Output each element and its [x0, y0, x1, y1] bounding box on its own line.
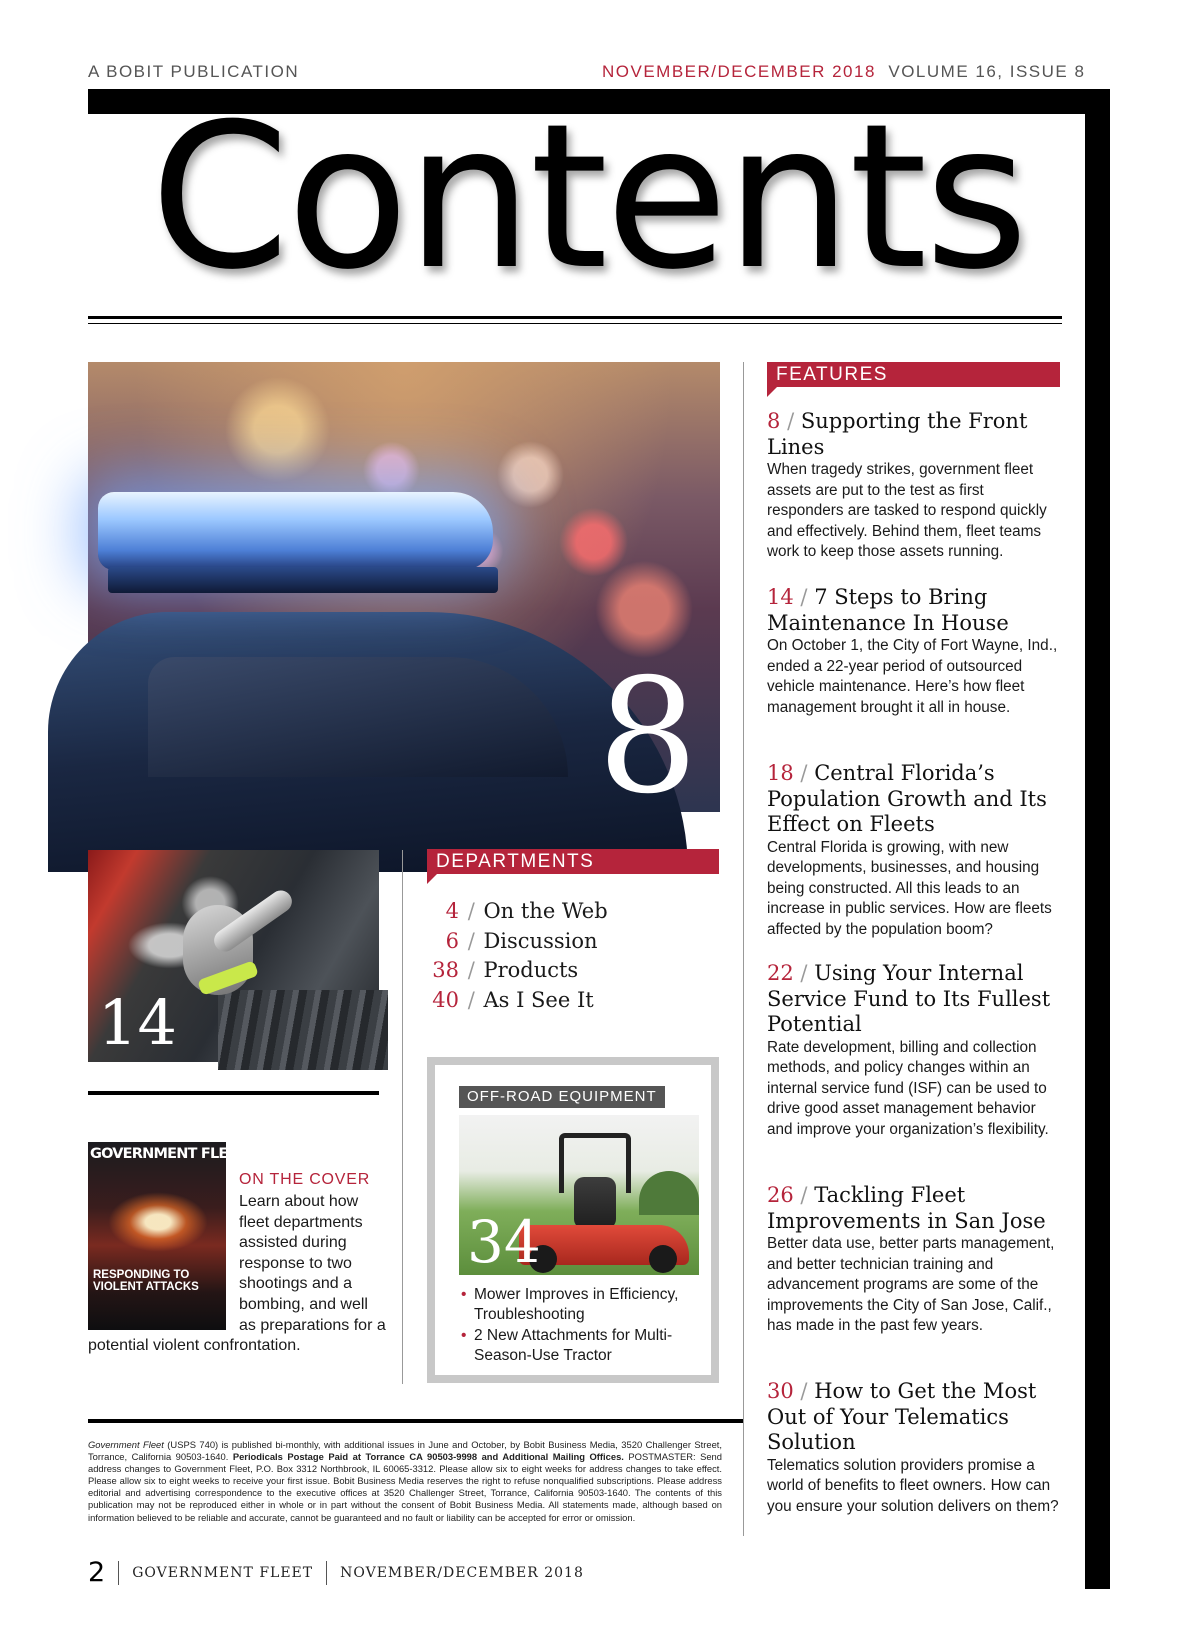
hero-lightbar [98, 492, 493, 570]
feature-headline [767, 1183, 1064, 1234]
feature-title: 7 Steps to Bring Maintenance In House [767, 585, 1009, 635]
department-title: On the Web [483, 899, 608, 923]
hero-photo-police-car [88, 362, 720, 829]
feature-title: Tackling Fleet Improvements in San Jose [767, 1183, 1046, 1233]
footer-divider [326, 1561, 327, 1585]
feature-item[interactable] [767, 761, 1064, 940]
offroad-page-number: 34 [467, 1208, 541, 1276]
title-rule [88, 316, 1062, 324]
features-label: FEATURES [767, 362, 1060, 387]
department-item[interactable] [427, 927, 727, 957]
offroad-bullets [461, 1285, 711, 1367]
feature-headline [767, 761, 1064, 838]
offroad-equipment-box [427, 1057, 719, 1383]
footer-magazine: GOVERNMENT FLEET [132, 1565, 314, 1581]
slash: / [800, 585, 808, 609]
secondary-page-number: 14 [98, 986, 177, 1059]
fine-print-magazine: Government Fleet [88, 1439, 164, 1450]
hero-car-window [148, 657, 568, 777]
feature-description: Better data use, better parts management, and better technician training and advancement programs are some of the improvements the City of San Jose, Calif., has made in the past few years. [767, 1235, 1055, 1335]
feature-item[interactable] [767, 1379, 1064, 1517]
middle-column-divider [402, 850, 403, 1384]
issue-date: NOVEMBER/DECEMBER 2018 [602, 62, 876, 81]
department-item[interactable] [427, 956, 727, 986]
feature-page: 30 [767, 1379, 794, 1403]
department-page: 6 [445, 928, 459, 953]
feature-headline [767, 961, 1064, 1038]
feature-description: On October 1, the City of Fort Wayne, Ind., ended a 22-year period of outsourced vehicle maintenance. Here’s how fleet management brought it all in house. [767, 637, 1058, 716]
departments-label: DEPARTMENTS [427, 849, 719, 874]
feature-description: Central Florida is growing, with new developments, businesses, and housing being constructed. All this leads to an increase in public services. How are fleets affected by the population boom? [767, 838, 1052, 938]
slash: / [467, 988, 475, 1013]
cover-description [88, 1192, 388, 1357]
footer-divider [118, 1561, 119, 1585]
offroad-bullet[interactable]: • 2 New Attachments for Multi-Season-Use Tractor [461, 1326, 711, 1367]
fine-print-rule [88, 1419, 743, 1423]
feature-headline [767, 585, 1064, 636]
hero-lightbar-base [108, 567, 498, 593]
feature-headline [767, 409, 1064, 460]
slash: / [800, 1183, 808, 1207]
mower-operator [574, 1177, 616, 1229]
feature-title: Using Your Internal Service Fund to Its Fullest Potential [767, 961, 1051, 1036]
issue-line [602, 62, 1085, 82]
cover-headline: RESPONDING TO VIOLENT ATTACKS [93, 1269, 199, 1293]
slash: / [800, 961, 808, 985]
department-page: 38 [432, 958, 459, 983]
feature-page: 8 [767, 409, 781, 433]
footer-page-number: 2 [88, 1557, 106, 1588]
fine-print-bold: Periodicals Postage Paid at Torrance CA 90503-9998 and Additional Mailing Offices. [232, 1451, 624, 1463]
photo-engine [218, 990, 388, 1070]
feature-page: 14 [767, 585, 794, 609]
feature-page: 18 [767, 761, 794, 785]
feature-description: Telematics solution providers promise a world of benefits to fleet owners. How can you ensure your solution delivers on them? [767, 1456, 1059, 1515]
offroad-label: OFF-ROAD EQUIPMENT [459, 1086, 665, 1108]
feature-headline [767, 1379, 1064, 1456]
feature-description: Rate development, billing and collection methods, and policy changes within an internal service fund (ISF) can be used to drive good asset management behavior and improve your organization’s flexibility. [767, 1038, 1049, 1138]
feature-title: How to Get the Most Out of Your Telematics Solution [767, 1379, 1037, 1454]
issue-volume: VOLUME 16, ISSUE 8 [888, 62, 1086, 81]
slash: / [800, 761, 808, 785]
publisher-line: A BOBIT PUBLICATION [88, 62, 300, 81]
slash: / [467, 958, 475, 983]
photo-trees [639, 1171, 699, 1215]
fine-print-text: POSTMASTER: Send address changes to Government Fleet, P.O. Box 3312 Northbrook, IL 60065-3312. Please allow six to eight weeks for address changes to take effect. Please allow six to eight weeks to receive your first issue. Bobit Business Media reserves the right to refuse nonqualified subscriptions. Please address editorial and advertising correspondence to the executive offices at 3520 Challenger Street, Torrance, California 90503-1640. The contents of this publication may not be reproduced either in whole or in part without the consent of Bobit Business Media. All statements made, although based on information believed to be reliable and accurate, cannot be guaranteed and no fault or liability can be accepted for error or omission. [88, 1451, 722, 1523]
feature-item[interactable] [767, 585, 1064, 718]
cover-text-spacer [88, 1192, 239, 1316]
footer-date: NOVEMBER/DECEMBER 2018 [340, 1565, 584, 1581]
right-column-divider [743, 362, 744, 1536]
department-title: Discussion [483, 928, 598, 953]
department-page: 40 [432, 988, 459, 1013]
hero-page-number: 8 [597, 645, 698, 829]
cover-masthead: GOVERNMENT FLEET [90, 1146, 246, 1162]
department-item[interactable] [427, 897, 727, 927]
frame-right-bar [1085, 89, 1110, 1589]
offroad-bullet[interactable]: • Mower Improves in Efficiency, Troubleshooting [461, 1285, 711, 1326]
department-title: Products [483, 958, 579, 983]
fine-print-text: (USPS 740) is published bi-monthly, with additional issues in June and October, by Bobit Business Media, 3520 Challenger Street, Torrance, California 90503-1640. [88, 1439, 722, 1463]
department-item[interactable] [427, 986, 727, 1016]
page-title: Contents [150, 81, 1026, 314]
cover-text: Learn about how fleet departments assisted during response to two shootings and a bombing, and well as preparations for a potential violent confrontation. [88, 1193, 386, 1355]
feature-item[interactable] [767, 409, 1064, 563]
mower-wheel [649, 1245, 677, 1273]
feature-title: Supporting the Front Lines [767, 409, 1028, 459]
feature-page: 26 [767, 1183, 794, 1207]
publication-fine-print [88, 1439, 722, 1524]
feature-page: 22 [767, 961, 794, 985]
slash: / [800, 1379, 808, 1403]
slash: / [787, 409, 795, 433]
feature-description: When tragedy strikes, government fleet assets are put to the test as first responders are tasked to respond quickly and effectively. Behind them, fleet teams work to keep those assets running. [767, 461, 1047, 561]
offroad-photo-mower [459, 1115, 699, 1275]
feature-item[interactable] [767, 961, 1064, 1140]
department-title: As I See It [483, 988, 594, 1013]
slash: / [467, 899, 475, 923]
page-footer [88, 1557, 584, 1589]
feature-title: Central Florida’s Population Growth and Its Effect on Fleets [767, 761, 1047, 836]
departments-list [427, 897, 727, 1016]
cover-kicker: ON THE COVER [239, 1171, 371, 1188]
secondary-photo-mechanic [88, 850, 379, 1062]
feature-item[interactable] [767, 1183, 1064, 1337]
left-column-rule [88, 1091, 379, 1095]
slash: / [467, 928, 475, 953]
department-page: 4 [445, 899, 459, 923]
